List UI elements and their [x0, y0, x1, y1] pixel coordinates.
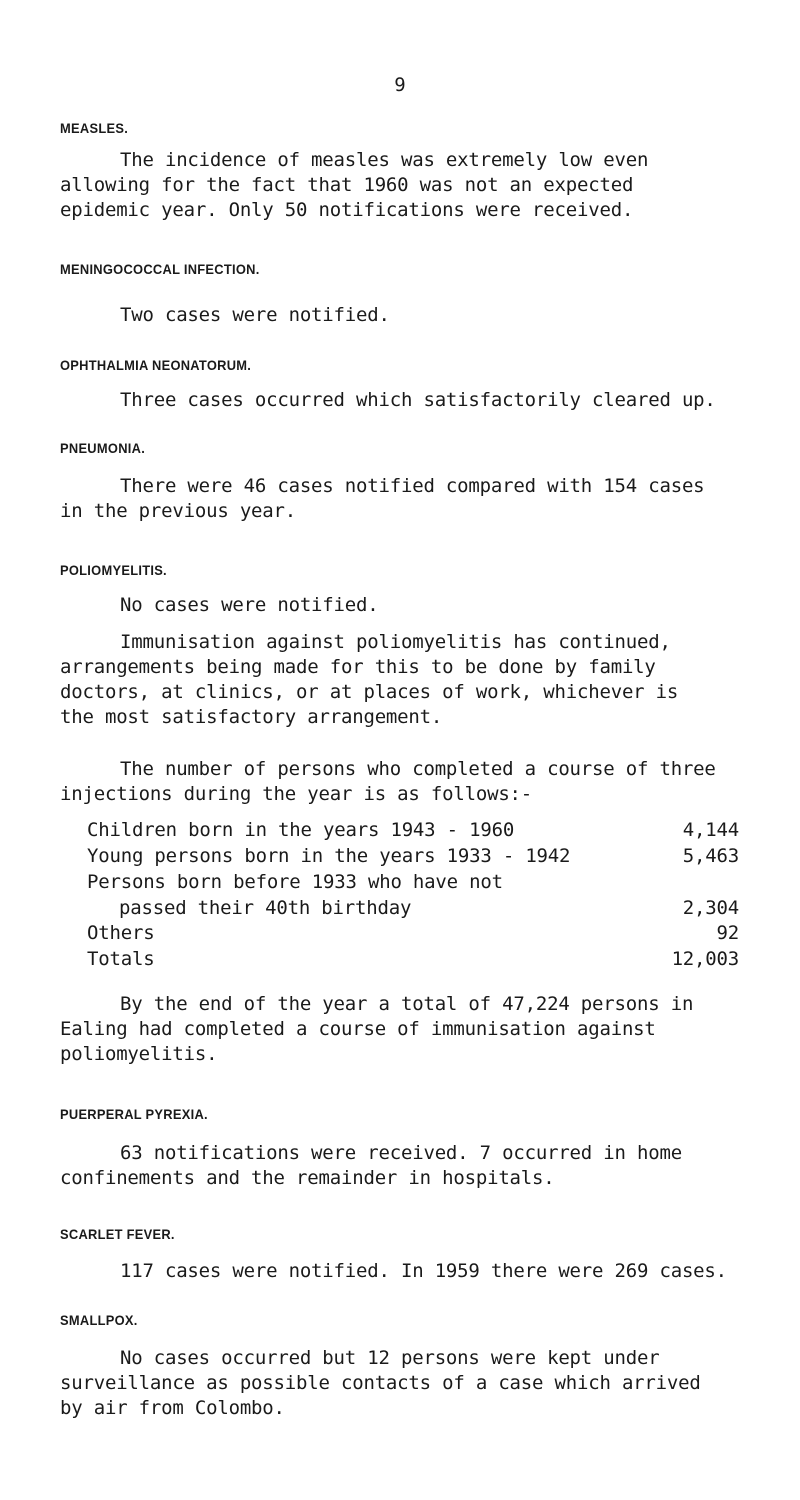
paragraph-poliomyelitis-immunisation: Immunisation against poliomyelitis has continued, arrangements being made for this to be done by family doctors, at clinics, or at places of work, whichever is the most satisfactory arrangement. — [60, 631, 679, 728]
row-value: 4,144 — [682, 819, 739, 841]
table-row — [87, 871, 739, 897]
paragraph-ophthalmia: Three cases occurred which satisfactorily cleared up. — [120, 389, 716, 411]
row-label: passed their 40th birthday — [119, 897, 412, 919]
heading-poliomyelitis: POLIOMYELITIS. — [60, 562, 167, 578]
paragraph-poliomyelitis-total: By the end of the year a total of 47,224 persons in Ealing had completed a course of immunisation against poliomyelitis. — [60, 993, 694, 1065]
table-row — [87, 922, 739, 948]
paragraph-smallpox: No cases occurred but 12 persons were kept under surveillance as possible contacts of a case which arrived by air from Colombo. — [60, 1347, 701, 1419]
heading-smallpox: SMALLPOX. — [60, 1312, 138, 1328]
row-value: 12,003 — [671, 948, 739, 970]
table-row-totals — [87, 948, 739, 974]
row-label: Others — [87, 922, 155, 944]
paragraph-meningococcal: Two cases were notified. — [120, 304, 390, 326]
heading-scarlet-fever: SCARLET FEVER. — [60, 1226, 175, 1242]
heading-puerperal-pyrexia: PUERPERAL PYREXIA. — [60, 1106, 208, 1122]
row-value: 5,463 — [682, 845, 739, 867]
row-label: Totals — [87, 948, 155, 970]
paragraph-scarlet-fever: 117 cases were notified. In 1959 there were 269 cases. — [120, 1260, 727, 1282]
paragraph-poliomyelitis-injections: The number of persons who completed a course of three injections during the year is as follows:- — [60, 758, 716, 805]
heading-ophthalmia: OPHTHALMIA NEONATORUM. — [60, 357, 252, 373]
row-label: Young persons born in the years 1933 - 1942 — [87, 845, 571, 867]
table-row — [87, 897, 739, 923]
page-number: 9 — [394, 74, 406, 96]
paragraph-poliomyelitis-notified: No cases were notified. — [120, 594, 379, 616]
heading-measles: MEASLES. — [60, 120, 129, 136]
heading-meningococcal: MENINGOCOCCAL INFECTION. — [60, 261, 260, 277]
row-label: Persons born before 1933 who have not — [87, 871, 503, 893]
table-row — [87, 845, 739, 871]
paragraph-measles: The incidence of measles was extremely low even allowing for the fact that 1960 was not an expected epidemic year. Only 50 notifications were received. — [60, 149, 649, 221]
row-value: 2,304 — [682, 897, 739, 919]
heading-pneumonia: PNEUMONIA. — [60, 440, 146, 456]
row-label: Children born in the years 1943 - 1960 — [87, 819, 515, 841]
paragraph-pneumonia: There were 46 cases notified compared with 154 cases in the previous year. — [60, 475, 705, 522]
row-value: 92 — [716, 922, 739, 944]
table-row — [87, 819, 739, 845]
paragraph-puerperal-pyrexia: 63 notifications were received. 7 occurred in home confinements and the remainder in hospitals. — [60, 1142, 682, 1189]
